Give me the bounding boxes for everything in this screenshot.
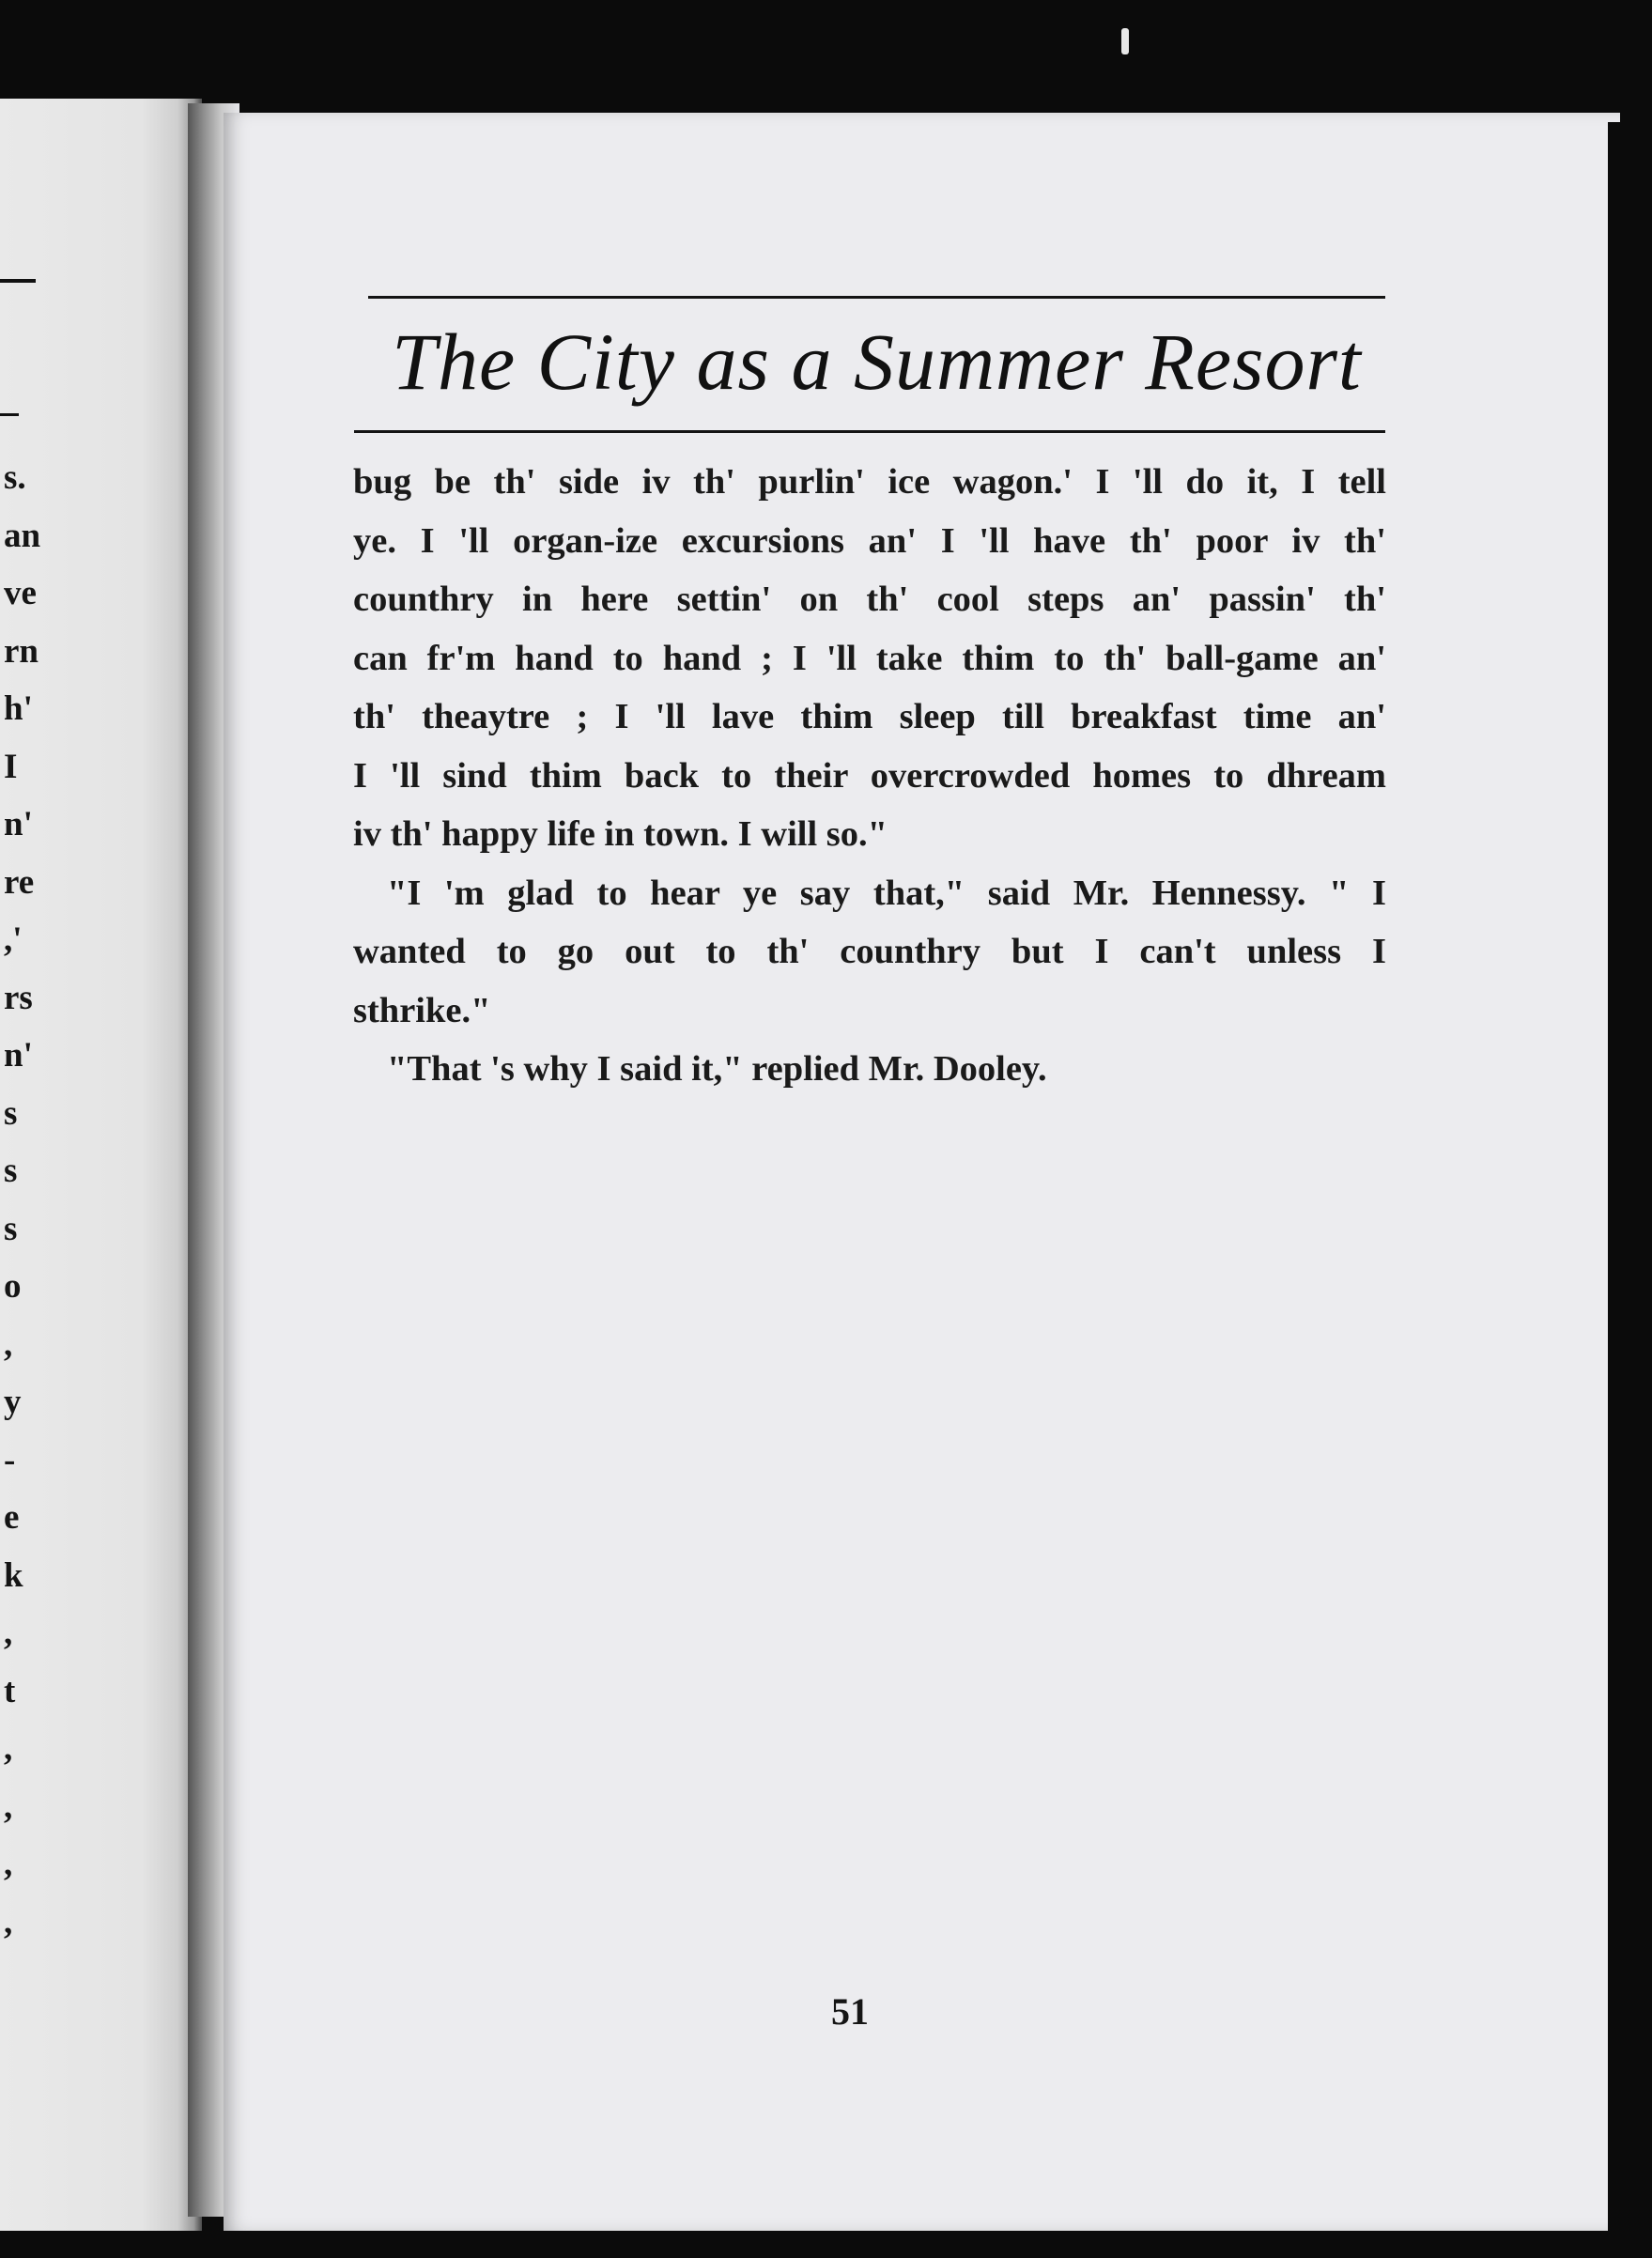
facing-page-line-fragment: s [4, 1093, 18, 1133]
facing-page-text-fragments [4, 449, 41, 1951]
facing-page-line-fragment: , [4, 1902, 13, 1941]
facing-page-line-fragment: e [4, 1498, 20, 1537]
text-line: can fr'm hand to hand ; I 'll take thim to th' ball-game an' [353, 638, 1386, 678]
text-line: sthrike." [353, 990, 491, 1030]
text-line: th' theaytre ; I 'll lave thim sleep till breakfast time an' [353, 697, 1386, 736]
text-line: bug be th' side iv th' purlin' ice wagon.' I 'll do it, I tell [353, 462, 1386, 502]
running-title: The City as a Summer Resort [392, 317, 1362, 407]
facing-page-line-fragment: an [4, 516, 41, 555]
facing-page-line-fragment: s [4, 1209, 18, 1248]
facing-page-line-fragment: , [4, 1729, 13, 1768]
facing-page-line-fragment: rn [4, 631, 39, 671]
facing-page-line-fragment: I [4, 747, 18, 786]
facing-page-line-fragment: h' [4, 689, 33, 728]
facing-page-rule [0, 279, 36, 283]
text-line: iv th' happy life in town. I will so." [353, 814, 888, 854]
text-line: ye. I 'll organ-ize excursions an' I 'll have th' poor iv th' [353, 520, 1386, 561]
facing-page-line-fragment: y [4, 1383, 22, 1421]
text-line: I 'll sind thim back to their overcrowded homes to dhream [353, 755, 1386, 796]
facing-page-line-fragment: - [4, 1440, 16, 1479]
scan-speck [1121, 28, 1129, 54]
body-text [353, 453, 1386, 1099]
facing-page-line-fragment: , [4, 1324, 13, 1364]
facing-page-line-fragment: rs [4, 978, 33, 1017]
facing-page-line-fragment: o [4, 1267, 22, 1306]
title-rule-top [368, 296, 1385, 299]
facing-page-line-fragment: s. [4, 458, 26, 497]
facing-page-line-fragment: n' [4, 1036, 33, 1075]
scan-border-right [1608, 122, 1652, 2235]
text-line: counthry in here settin' on th' cool steps an' passin' th' [353, 580, 1386, 619]
facing-page-line-fragment: ,' [4, 920, 23, 959]
facing-page-line-fragment: ve [4, 574, 37, 612]
facing-page-line-fragment: re [4, 862, 35, 902]
text-line: "That 's why I said it," replied Mr. Dooley. [387, 1049, 1047, 1089]
facing-page-line-fragment: , [4, 1786, 13, 1826]
paragraph [353, 864, 1386, 1041]
facing-page-rule-lower [0, 413, 19, 416]
facing-page-line-fragment: t [4, 1671, 16, 1710]
facing-page-line-fragment: s [4, 1152, 18, 1190]
text-line: "I 'm glad to hear ye say that," said Mr. Hennessy. " I [387, 873, 1386, 913]
paragraph [353, 453, 1386, 864]
facing-page-line-fragment: , [4, 1845, 13, 1883]
paragraph [353, 1040, 1386, 1099]
facing-page-line-fragment: n' [4, 805, 33, 843]
page-number: 51 [831, 1990, 869, 2033]
text-line: wanted to go out to th' counthry but I can't unless I [353, 932, 1386, 971]
facing-page-line-fragment: , [4, 1614, 13, 1652]
title-rule-bottom [354, 430, 1385, 433]
facing-page-line-fragment: k [4, 1555, 23, 1595]
